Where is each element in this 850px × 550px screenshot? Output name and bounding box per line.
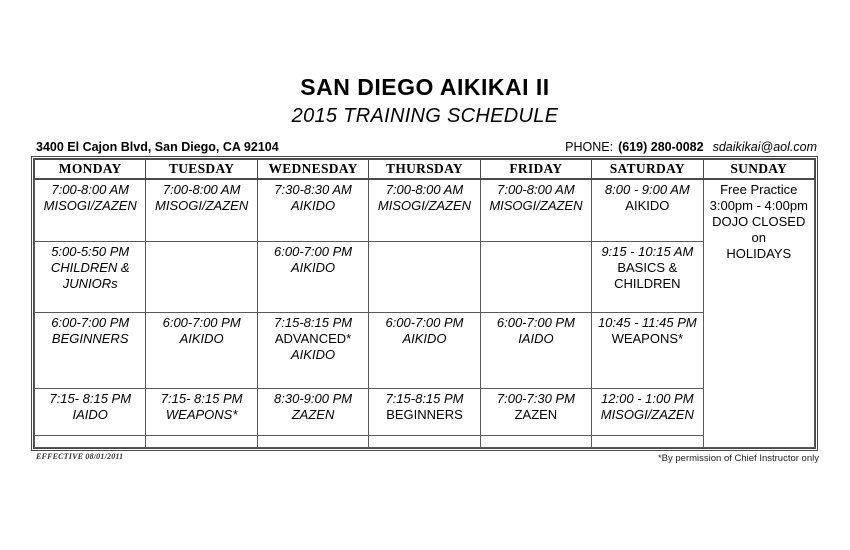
schedule-cell-line: BEGINNERS <box>51 331 129 346</box>
sunday-note-line: 3:00pm - 4:00pm <box>709 197 808 213</box>
schedule-cell-line: CHILDREN <box>614 276 681 291</box>
schedule-cell-saturday-4 <box>592 389 703 436</box>
schedule-cell-line: IAIDO <box>72 407 108 422</box>
schedule-cell-wednesday-2 <box>257 242 368 313</box>
schedule-cell-sunday-note <box>703 179 814 448</box>
schedule-cell-line: 7:00-8:00 AM <box>497 181 575 197</box>
schedule-cell-thursday-5 <box>369 436 480 448</box>
schedule-cell-line: 7:00-7:30 PM <box>496 391 575 406</box>
schedule-cell-thursday-2 <box>369 242 480 313</box>
phone-label: PHONE: <box>565 140 614 154</box>
schedule-cell-thursday-1 <box>369 179 480 242</box>
schedule-cell-line: BASICS & <box>617 260 678 275</box>
phone-line <box>565 140 817 154</box>
schedule-cell-tuesday-1 <box>146 179 257 242</box>
schedule-cell-line: 10:45 - 11:45 PM <box>597 315 697 330</box>
schedule-body <box>35 179 815 448</box>
schedule-cell-line: 8:00 - 9:00 AM <box>604 181 690 197</box>
day-header-monday: MONDAY <box>35 160 146 179</box>
schedule-cell-friday-1 <box>480 179 591 242</box>
phone-number: (619) 280-0082 <box>618 140 704 154</box>
schedule-cell-line: 6:00-7:00 PM <box>385 315 464 330</box>
schedule-cell-line: WEAPONS* <box>611 331 684 346</box>
schedule-cell-friday-2 <box>480 242 591 313</box>
schedule-cell-tuesday-3 <box>146 313 257 389</box>
day-header-wednesday: WEDNESDAY <box>257 160 368 179</box>
schedule-row-3 <box>35 313 815 389</box>
page-subtitle: 2015 TRAINING SCHEDULE <box>291 105 559 127</box>
schedule-cell-line: AIKIDO <box>291 260 336 275</box>
schedule-cell-tuesday-4 <box>146 389 257 436</box>
day-header-thursday: THURSDAY <box>369 160 480 179</box>
schedule-cell-monday-5 <box>35 436 146 448</box>
heading <box>0 74 850 128</box>
schedule-cell-friday-5 <box>480 436 591 448</box>
schedule-cell-line: BEGINNERS <box>386 407 463 422</box>
day-header-friday: FRIDAY <box>480 160 591 179</box>
schedule-table-frame <box>31 156 818 451</box>
schedule-cell-line: 6:00-7:00 PM <box>162 315 241 330</box>
schedule-cell-line: AIKIDO <box>402 331 447 346</box>
schedule-cell-line: AIKIDO <box>625 197 670 213</box>
schedule-cell-line: ZAZEN <box>291 407 335 422</box>
schedule-cell-line: 7:00-8:00 AM <box>162 181 241 197</box>
schedule-cell-thursday-4 <box>369 389 480 436</box>
schedule-row-4 <box>35 389 815 436</box>
schedule-cell-wednesday-1 <box>257 179 368 242</box>
schedule-cell-wednesday-5 <box>257 436 368 448</box>
schedule-cell-saturday-2 <box>592 242 703 313</box>
schedule-cell-thursday-3 <box>369 313 480 389</box>
schedule-cell-saturday-5 <box>592 436 703 448</box>
schedule-cell-line: IAIDO <box>518 331 554 346</box>
schedule-cell-monday-4 <box>35 389 146 436</box>
page-title: SAN DIEGO AIKIKAI II <box>300 74 550 100</box>
schedule-cell-line: 7:00-8:00 AM <box>51 181 129 197</box>
schedule-row-5 <box>35 436 815 448</box>
schedule-cell-tuesday-5 <box>146 436 257 448</box>
meta-row <box>36 140 817 154</box>
schedule-cell-line: MISOGI/ZAZEN <box>43 197 137 213</box>
schedule-cell-wednesday-4 <box>257 389 368 436</box>
schedule-cell-monday-2 <box>35 242 146 313</box>
schedule-cell-line: MISOGI/ZAZEN <box>155 197 249 213</box>
schedule-cell-line: 7:15- 8:15 PM <box>160 391 243 406</box>
schedule-cell-saturday-3 <box>592 313 703 389</box>
schedule-cell-line: 7:30-8:30 AM <box>274 181 352 197</box>
schedule-cell-line: 9:15 - 10:15 AM <box>601 244 694 259</box>
address: 3400 El Cajon Blvd, San Diego, CA 92104 <box>36 140 279 154</box>
schedule-cell-line: 8:30-9:00 PM <box>274 391 353 406</box>
schedule-cell-line: 6:00-7:00 PM <box>274 244 353 259</box>
schedule-row-2 <box>35 242 815 313</box>
email-address: sdaikikai@aol.com <box>712 140 817 154</box>
schedule-cell-line: MISOGI/ZAZEN <box>377 197 472 213</box>
schedule-cell-friday-4 <box>480 389 591 436</box>
sunday-note-line: DOJO CLOSED on <box>712 213 806 245</box>
schedule-cell-line: 12:00 - 1:00 PM <box>601 391 694 406</box>
schedule-cell-line: 5:00-5:50 PM <box>51 244 130 259</box>
schedule-cell-line: WEAPONS* <box>165 407 238 422</box>
schedule-cell-monday-3 <box>35 313 146 389</box>
sunday-note-line: Free Practice <box>720 181 798 197</box>
effective-date: EFFECTIVE 08/01/2011 <box>36 452 124 461</box>
schedule-cell-line: JUNIORs <box>62 276 118 291</box>
schedule-cell-friday-3 <box>480 313 591 389</box>
schedule-cell-line: AIKIDO <box>179 331 224 346</box>
schedule-header-row <box>35 160 815 179</box>
day-header-saturday: SATURDAY <box>592 160 703 179</box>
schedule-row-1 <box>35 179 815 242</box>
schedule-cell-line: 6:00-7:00 PM <box>496 315 575 330</box>
day-header-tuesday: TUESDAY <box>146 160 257 179</box>
schedule-cell-line: 7:00-8:00 AM <box>385 181 464 197</box>
day-header-sunday: SUNDAY <box>703 160 814 179</box>
schedule-cell-line: 7:15- 8:15 PM <box>49 391 132 406</box>
schedule-cell-line: AIKIDO <box>291 347 336 362</box>
day-header-row <box>35 160 815 179</box>
schedule-cell-line: 7:15-8:15 PM <box>274 315 353 330</box>
schedule-cell-line: AIKIDO <box>291 197 336 213</box>
schedule-cell-monday-1 <box>35 179 146 242</box>
schedule-cell-wednesday-3 <box>257 313 368 389</box>
schedule-cell-line: 7:15-8:15 PM <box>385 391 464 406</box>
schedule-cell-line: ADVANCED* <box>274 331 352 346</box>
schedule-cell-saturday-1 <box>592 179 703 242</box>
schedule-table <box>34 159 815 448</box>
schedule-cell-line: MISOGI/ZAZEN <box>600 407 694 422</box>
sunday-note-line: HOLIDAYS <box>726 245 792 261</box>
schedule-cell-line: ZAZEN <box>514 407 558 422</box>
schedule-cell-line: 6:00-7:00 PM <box>51 315 130 330</box>
permission-note: *By permission of Chief Instructor only <box>657 453 819 464</box>
schedule-cell-line: MISOGI/ZAZEN <box>489 197 583 213</box>
schedule-cell-line: CHILDREN & <box>50 260 130 275</box>
schedule-cell-tuesday-2 <box>146 242 257 313</box>
